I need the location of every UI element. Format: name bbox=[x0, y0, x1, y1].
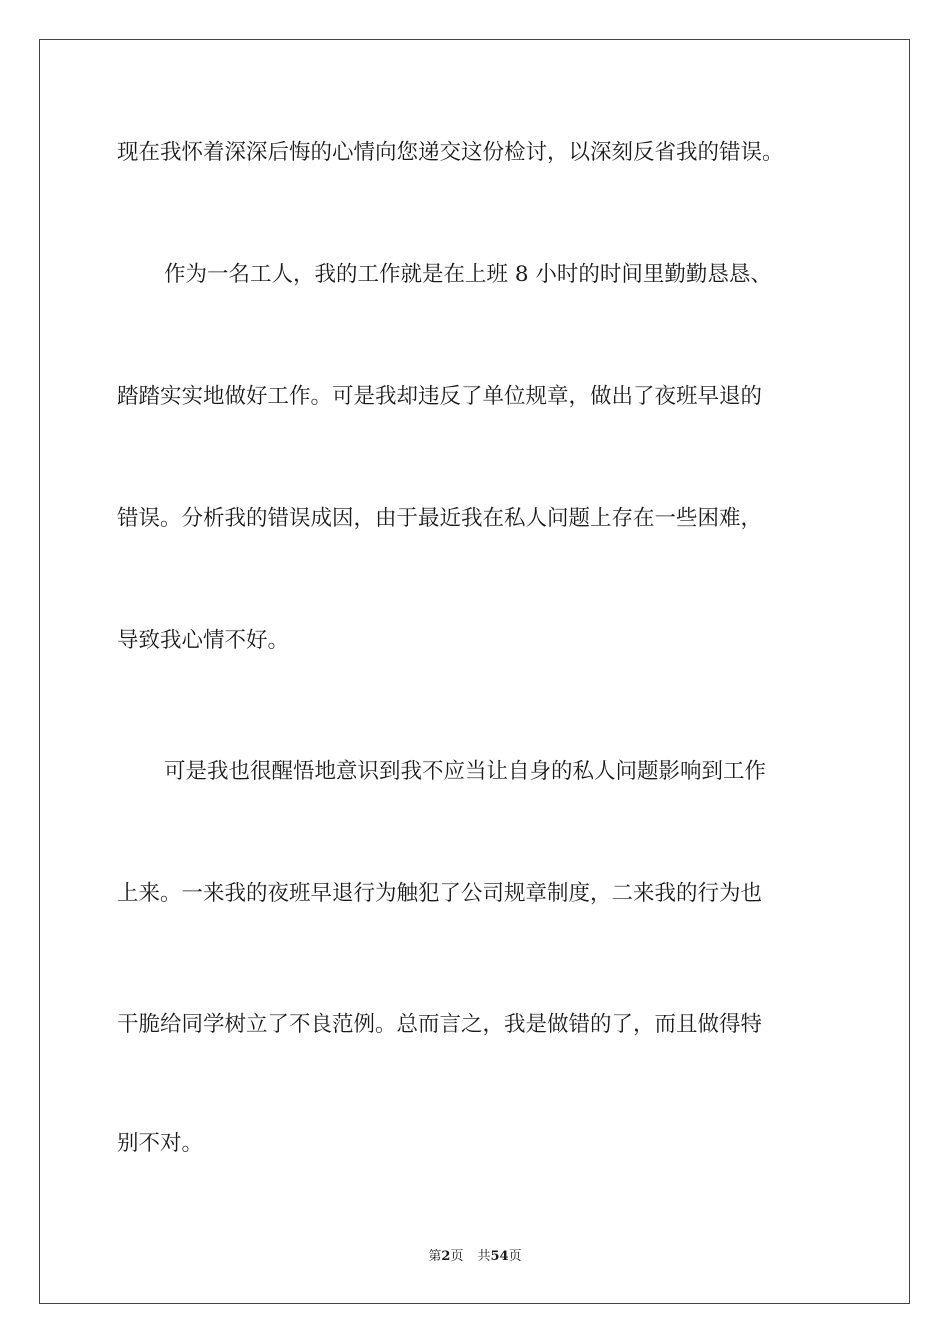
paragraph-line: 错误。分析我的错误成因，由于最近我在私人问题上存在一些困难， bbox=[117, 506, 763, 531]
page-number: 2 bbox=[441, 1249, 451, 1264]
paragraph-line: 别不对。 bbox=[117, 1131, 204, 1156]
paragraph-line: 干脆给同学树立了不良范例。总而言之，我是做错的了，而且做得特 bbox=[117, 1012, 763, 1037]
paragraph-line: 上来。一来我的夜班早退行为触犯了公司规章制度，二来我的行为也 bbox=[117, 881, 763, 906]
page-number-prefix: 第 bbox=[428, 1249, 442, 1264]
page-footer bbox=[0, 1246, 950, 1268]
paragraph-line: 作为一名工人，我的工作就是在上班 8 小时的时间里勤勤恳恳、 bbox=[164, 262, 772, 287]
paragraph-line: 现在我怀着深深后悔的心情向您递交这份检讨，以深刻反省我的错误。 bbox=[117, 140, 784, 165]
total-pages: 54 bbox=[490, 1249, 509, 1264]
total-pages-prefix: 共 bbox=[477, 1249, 491, 1264]
paragraph-line: 导致我心情不好。 bbox=[117, 628, 290, 653]
total-pages-suffix: 页 bbox=[508, 1249, 522, 1264]
paragraph-line: 可是我也很醒悟地意识到我不应当让自身的私人问题影响到工作 bbox=[164, 759, 767, 784]
page-number-suffix: 页 bbox=[450, 1249, 464, 1264]
paragraph-line: 踏踏实实地做好工作。可是我却违反了单位规章，做出了夜班早退的 bbox=[117, 384, 763, 409]
page-border bbox=[39, 39, 910, 1304]
